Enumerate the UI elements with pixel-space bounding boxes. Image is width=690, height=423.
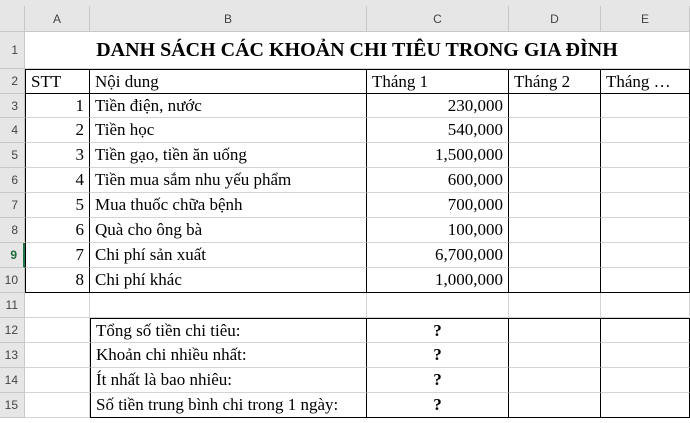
- amount-cell[interactable]: 230,000: [367, 94, 509, 118]
- summary-month3[interactable]: [601, 343, 690, 368]
- month2-cell[interactable]: [509, 94, 601, 118]
- summary-label[interactable]: Ít nhất là bao nhiêu:: [90, 368, 367, 393]
- month3-cell[interactable]: [601, 243, 690, 268]
- amount-cell[interactable]: 600,000: [367, 168, 509, 193]
- summary-month3[interactable]: [601, 393, 690, 418]
- summary-label[interactable]: Tổng số tiền chi tiêu:: [90, 318, 367, 343]
- month2-cell[interactable]: [509, 268, 601, 293]
- summary-month2[interactable]: [509, 318, 601, 343]
- content-cell[interactable]: Tiền mua sắm nhu yếu phẩm: [90, 168, 367, 193]
- month3-cell[interactable]: [601, 143, 690, 168]
- empty-cell[interactable]: [25, 368, 90, 393]
- content-cell[interactable]: Chi phí sản xuất: [90, 243, 367, 268]
- month2-cell[interactable]: [509, 168, 601, 193]
- content-cell[interactable]: Chi phí khác: [90, 268, 367, 293]
- month2-cell[interactable]: [509, 193, 601, 218]
- month3-cell[interactable]: [601, 218, 690, 243]
- content-cell[interactable]: Tiền điện, nước: [90, 94, 367, 118]
- header-cell-m1[interactable]: Tháng 1: [367, 69, 509, 94]
- stt-cell[interactable]: 3: [25, 143, 90, 168]
- stt-cell[interactable]: 2: [25, 118, 90, 143]
- amount-cell[interactable]: 540,000: [367, 118, 509, 143]
- amount-cell[interactable]: 1,000,000: [367, 268, 509, 293]
- header-cell-stt[interactable]: STT: [25, 69, 90, 94]
- column-header-a[interactable]: A: [25, 6, 90, 32]
- month3-cell[interactable]: [601, 168, 690, 193]
- empty-cell[interactable]: [601, 293, 690, 318]
- amount-cell[interactable]: 6,700,000: [367, 243, 509, 268]
- amount-cell[interactable]: 700,000: [367, 193, 509, 218]
- content-cell[interactable]: Quà cho ông bà: [90, 218, 367, 243]
- row-header-14[interactable]: 14: [0, 368, 25, 393]
- summary-month3[interactable]: [601, 318, 690, 343]
- sheet-title[interactable]: DANH SÁCH CÁC KHOẢN CHI TIÊU TRONG GIA ĐÌNH: [25, 32, 690, 69]
- stt-cell[interactable]: 5: [25, 193, 90, 218]
- column-header-c[interactable]: C: [367, 6, 509, 32]
- row-header-5[interactable]: 5: [0, 143, 25, 168]
- amount-cell[interactable]: 100,000: [367, 218, 509, 243]
- stt-cell[interactable]: 4: [25, 168, 90, 193]
- row-header-6[interactable]: 6: [0, 168, 25, 193]
- row-header-13[interactable]: 13: [0, 343, 25, 368]
- empty-cell[interactable]: [25, 318, 90, 343]
- column-header-d[interactable]: D: [509, 6, 601, 32]
- empty-cell[interactable]: [25, 393, 90, 418]
- summary-month3[interactable]: [601, 368, 690, 393]
- row-header-11[interactable]: 11: [0, 293, 25, 318]
- month3-cell[interactable]: [601, 193, 690, 218]
- row-header-3[interactable]: 3: [0, 94, 25, 118]
- summary-value[interactable]: ?: [367, 318, 509, 343]
- summary-value[interactable]: ?: [367, 343, 509, 368]
- row-header-9[interactable]: 9: [0, 243, 25, 268]
- row-header-15[interactable]: 15: [0, 393, 25, 418]
- stt-cell[interactable]: 1: [25, 94, 90, 118]
- empty-cell[interactable]: [509, 293, 601, 318]
- empty-cell[interactable]: [367, 293, 509, 318]
- header-cell-m2[interactable]: Tháng 2: [509, 69, 601, 94]
- content-cell[interactable]: Tiền gạo, tiền ăn uống: [90, 143, 367, 168]
- summary-label[interactable]: Khoản chi nhiều nhất:: [90, 343, 367, 368]
- empty-cell[interactable]: [25, 343, 90, 368]
- row-header-10[interactable]: 10: [0, 268, 25, 293]
- select-all-corner[interactable]: [0, 6, 25, 32]
- stt-cell[interactable]: 6: [25, 218, 90, 243]
- summary-label[interactable]: Số tiền trung bình chi trong 1 ngày:: [90, 393, 367, 418]
- content-cell[interactable]: Tiền học: [90, 118, 367, 143]
- row-header-4[interactable]: 4: [0, 118, 25, 143]
- row-header-1[interactable]: 1: [0, 32, 25, 69]
- amount-cell[interactable]: 1,500,000: [367, 143, 509, 168]
- summary-month2[interactable]: [509, 343, 601, 368]
- month2-cell[interactable]: [509, 243, 601, 268]
- summary-value[interactable]: ?: [367, 368, 509, 393]
- column-header-e[interactable]: E: [601, 6, 690, 32]
- summary-month2[interactable]: [509, 368, 601, 393]
- month3-cell[interactable]: [601, 268, 690, 293]
- summary-value[interactable]: ?: [367, 393, 509, 418]
- stt-cell[interactable]: 7: [25, 243, 90, 268]
- month2-cell[interactable]: [509, 218, 601, 243]
- summary-month2[interactable]: [509, 393, 601, 418]
- row-header-12[interactable]: 12: [0, 318, 25, 343]
- stt-cell[interactable]: 8: [25, 268, 90, 293]
- row-header-7[interactable]: 7: [0, 193, 25, 218]
- header-cell-content[interactable]: Nội dung: [90, 69, 367, 94]
- empty-cell[interactable]: [90, 293, 367, 318]
- column-header-b[interactable]: B: [90, 6, 367, 32]
- content-cell[interactable]: Mua thuốc chữa bệnh: [90, 193, 367, 218]
- month3-cell[interactable]: [601, 94, 690, 118]
- row-header-2[interactable]: 2: [0, 69, 25, 94]
- empty-cell[interactable]: [25, 293, 90, 318]
- month2-cell[interactable]: [509, 118, 601, 143]
- month3-cell[interactable]: [601, 118, 690, 143]
- header-cell-m3[interactable]: Tháng …: [601, 69, 690, 94]
- month2-cell[interactable]: [509, 143, 601, 168]
- row-header-8[interactable]: 8: [0, 218, 25, 243]
